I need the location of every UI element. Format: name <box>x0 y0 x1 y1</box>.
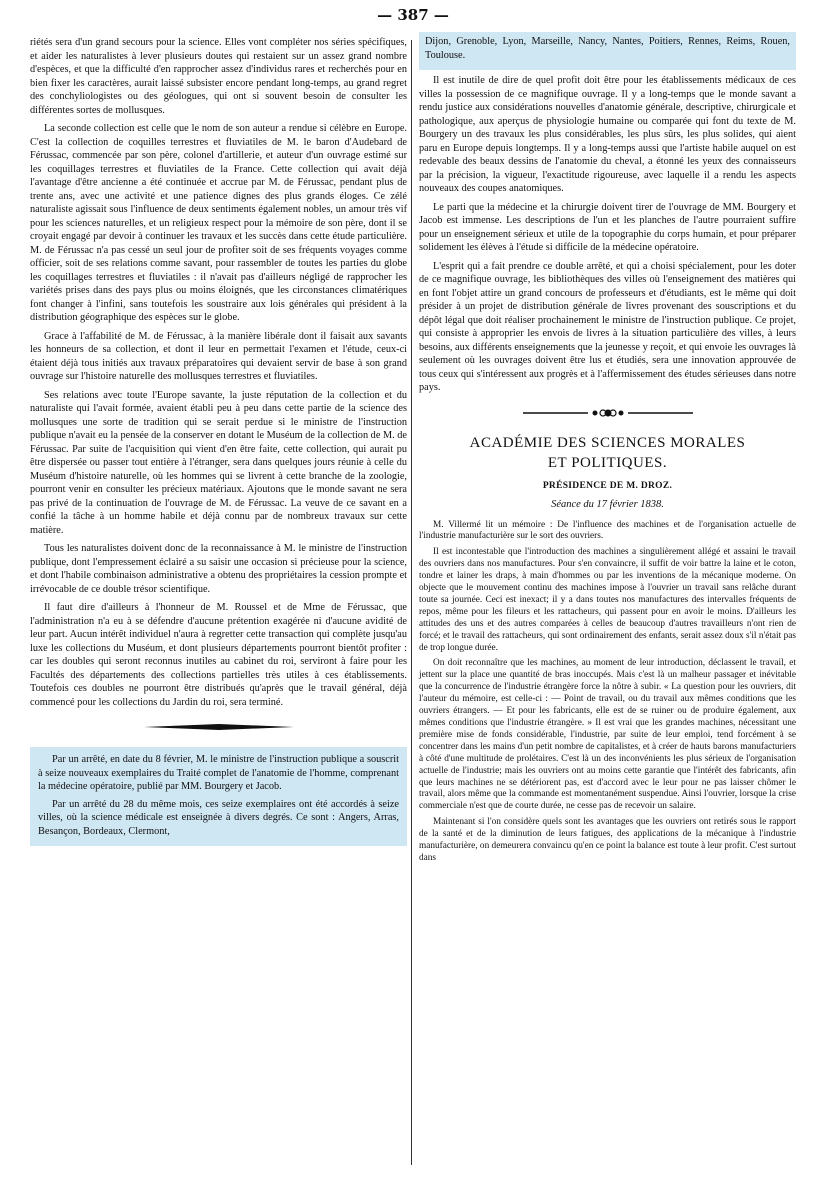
notice-paragraph: Par un arrêté du 28 du même mois, ces seize exemplaires ont été accordés à seize villes, où la science médicale est enseignée à divers degrés. Ce sont : Angers, Arras, Besançon, Bordeaux, Clermont, <box>38 798 399 837</box>
paragraph: riétés sera d'un grand secours pour la science. Elles vont compléter nos séries spécifiques, et aider les naturalistes à lever plusieurs doutes qui restaient sur un assez grand nombre d'espèces, et que la difficulté d'en rapprocher assez d'individus rares et recherchés pour en bien fixer les caractères, aurait laissé subsister encore pendant long-temps, au grand regret des conchyliologistes ou des géologues, qui ont si souvent besoin de consulter les différentes sortes de mollusques. <box>30 37 407 116</box>
highlighted-notice-continued <box>419 32 796 70</box>
column-divider <box>411 40 412 1165</box>
section-title <box>419 433 796 473</box>
session-report <box>419 520 796 865</box>
rule-ornament-icon <box>144 723 294 731</box>
paragraph: Le parti que la médecine et la chirurgie doivent tirer de l'ouvrage de MM. Bourgery et Jacob est immense. Les descriptions de l'un et les planches de l'autre pourraient suffire pour un enseignement sérieux et utile de la topographie du corps humain, et pour préparer solidement les élèves à l'étude si difficile de la médecine opératoire. <box>419 201 796 253</box>
ornament-divider-icon <box>523 406 693 420</box>
section-title-line: ET POLITIQUES. <box>547 454 668 471</box>
paragraph: Grace à l'affabilité de M. de Férussac, à la manière libérale dont il faisait aux savants les honneurs de sa collection, et dont il leur en permettait l'examen et l'étude, ceux-ci étaient déjà tous initiés aux travaux préparatoires qui devaient servir de base à son grand ouvrage sur l'histoire naturelle des mollusques terrestres et fluviatiles. <box>30 330 407 382</box>
paragraph: Il faut dire d'ailleurs à l'honneur de M. Roussel et de Mme de Férussac, que l'administration n'a eu à se défendre d'aucune prétention exagérée ni d'aucune avidité de leur part. Aucun intérêt individuel n'aura à regretter cette transaction qui complète jusqu'au luxe les collections du Muséum, et dont plusieurs départements pourront bientôt profiter : car les doubles qui seront reconnus inutiles au cabinet du roi, serviront à faire pour les Facultés des départements des collections partielles très utiles à ces établissements. Toutefois ces doubles ne pourront être distribués qu'après que le travail général, déjà commencé pour les collections du Jardin du roi, sera terminé. <box>30 602 407 708</box>
paragraph: On doit reconnaître que les machines, au moment de leur introduction, déclassent le travail, et jettent sur la place une quantité de bras inoccupés. Mais c'est là un malheur passager et inévitable que la concurrence de l'industrie étrangère force la nôtre à subir. « La question pour les ouvriers, dit l'auteur du mémoire, est celle-ci : — Point de travail, ou du travail aux mêmes conditions que les ouvriers étrangers. — Et pour les fabricants, elle est de se ruiner ou de produire également, aux mêmes conditions que l'industrie étrangère. » Il est vrai que les grandes machines, nécessitant une première mise de fonds considérable, l'industrie, par suite de leur emploi, tend forcément à se concentrer dans les mains d'un petit nombre de capitalistes, et à créer de hauts barons manufacturiers à côté d'une multitude de prolétaires. C'est là un des inconvénients les plus sérieux de l'organisation actuelle de l'industrie; mais les ouvriers ont au moins cette garantie que l'intérêt des fabricants, afin que leurs machines ne se détériorent pas, est d'accord avec le leur pour ne pas laisser chômer le travail, alors même que la commande est momentanément suspendue. Ainsi l'ouvrier, lorsque la crise commerciale n'est que de courte durée, ne cesse pas de recevoir un salaire. <box>419 658 796 812</box>
notice-paragraph: Par un arrêté, en date du 8 février, M. le ministre de l'instruction publique a souscrit à seize nouveaux exemplaires du Traité complet de l'anatomie de l'homme, comprenant la médecine opératoire, publié par MM. Bourgery et Jacob. <box>38 754 399 792</box>
presidence-line: PRÉSIDENCE DE M. DROZ. <box>542 480 673 491</box>
notice-paragraph: Dijon, Grenoble, Lyon, Marseille, Nancy, Nantes, Poitiers, Rennes, Reims, Rouen, Toulouse. <box>425 36 790 61</box>
left-column <box>30 36 407 850</box>
seance-date: Séance du 17 février 1838. <box>551 498 664 510</box>
paragraph: Il est inutile de dire de quel profit doit être pour les établissements médicaux de ces villes la possession de ce magnifique ouvrage. Il y a long-temps que le monde savant a rendu justice aux considérations nouvelles d'anatomie générale, descriptive, chirurgicale et pathologique, aux aperçus de physiologie humaine ou comparée qui font du texte de M. Bourgery un des travaux les plus considérables, les plus sûrs, les plus solides, qui aient paru en Europe depuis longtemps. Il y a long-temps aussi que l'artiste habile auquel on est redevable des beaux dessins de l'anatomie du cheval, a étonné les yeux des connaisseurs par la précision, la vigueur, l'exactitude rigoureuse, avec laquelle il a rendu les aspects nouveaux des coupes anatomiques. <box>419 75 796 194</box>
section-title-line: ACADÉMIE DES SCIENCES MORALES <box>469 434 746 451</box>
highlighted-notice <box>30 747 407 846</box>
paragraph: M. Villermé lit un mémoire : De l'influence des machines et de l'organisation actuelle de l'industrie manufacturière sur le sort des ouvriers. <box>419 519 796 542</box>
paragraph: L'esprit qui a fait prendre ce double arrêté, et qui a choisi spécialement, pour les doter de ce magnifique ouvrage, les bibliothèques des villes où l'enseignement des matières qui en font l'objet attire un grand concours de professeurs et d'étudiants, est le même qui doit présider à un projet de distribution générale de livres provenant des souscriptions et du dépôt légal que doit réaliser prochainement le ministre de l'instruction publique. Ce projet, qui consiste à approprier les envois de livres à la situation particulière des villes, à leurs besoins, aux différents enseignements que la jeunesse y reçoit, et qui envoie les ouvrages là seulement où les ouvrages doivent être lus et étudiés, sera une innovation approuvée de tous ceux qui s'intéressent aux progrès et à l'affermissement des études sérieuses dans notre pays. <box>419 260 796 393</box>
separator-rule <box>30 719 407 735</box>
section-ornament <box>419 405 796 421</box>
paragraph: Maintenant si l'on considère quels sont les avantages que les ouvriers ont retirés sous le rapport de la santé et de la diminution de leurs fatigues, des applications de la mécanique à l'industrie manufacturière, on demeurera convaincu qu'en ce point la balance est toute à leur profit. C'est surtout dans <box>419 817 796 863</box>
page-number: — 387 — <box>377 6 449 24</box>
paragraph: Il est incontestable que l'introduction des machines a singulièrement allégé et assaini le travail des ouvriers dans nos manufactures. Pour s'en convaincre, il suffit de voir battre la laine et le coton, tondre et lainer les draps, à main d'hommes ou par les inventions de la mécanique moderne. On objecte que le mouvement continu des machines impose à l'ouvrier un travail sans relâche durant toute sa journée. Ceci est inexact; il y a dans toutes nos manufactures des intervalles fréquents de repos, même pour les fileurs et les rattacheurs, qui passent pour en avoir le moins. D'ailleurs les attitudes des uns et des autres comparées à celles de beaucoup d'autres travailleurs n'ont rien de forcé; et le travail des rattacheurs, qui sont ordinairement des enfants, serait assez doux s'il n'était pas de trop longue durée. <box>419 547 796 653</box>
paragraph: Ses relations avec toute l'Europe savante, la juste réputation de la collection et du naturaliste qui l'avait formée, avaient établi peu à peu dans cette partie de la science des mollusques une sorte de tradition qui se serait perdue si le ministre de l'instruction publique n'avait eu la pensée de la conserver en dotant le Muséum de la collection de M. de Férussac. Par suite de l'acquisition qui vient d'en être faite, cette collection, qui aurait pu être dispersée ou passer tout entière à l'étranger, sera dans quelques jours réunie à celle du Muséum d'histoire naturelle, où les hommes qui se livrent à cette branche de la zoologie, pourront venir en consulter les précieux matériaux. Ajoutons que le monde savant ne sera pas privé de la continuation de l'ouvrage de M. de Férussac. La veuve de ce savant en a confié la tâche à un homme habile et déjà connu par de nombreux travaux sur cette matière. <box>30 389 407 536</box>
paragraph: La seconde collection est celle que le nom de son auteur a rendue si célèbre en Europe. C'est la collection de coquilles terrestres et fluviatiles de M. le baron d'Audebard de Férussac, commencée par son père, colonel d'artillerie, et auteur d'un ouvrage estimé sur les coquillages terrestres et fluviatiles de la France. Cette collection qui avait déjà l'avantage d'être ancienne a été continuée et accrue par M. de Férussac, pendant plus de trente ans, avec une activité et une patience dignes des plus grands éloges. Ce zélé naturaliste agissait sous l'influence de deux sentiments également nobles, un amour très vif pour les sciences naturelles, et un religieux respect pour la mémoire de son père, dont il se croyait engagé par devoir à continuer les travaux et les succès dans cette étude particulière. M. de Férussac n'a pas cessé un seul jour de profiter soit de ses fréquents voyages comme officier, soit de ses relations comme savant, pour rassembler de toutes les parties du globe les coquillages terrestres et fluviatiles : il n'avait pas d'ailleurs négligé de rapprocher les variétés prises dans des pays plus ou moins éloignés, que les circonstances climatériques font changer à l'infini, sans toutefois les soustraire aux lois générales qui président à la distribution géographique des espèces sur le globe. <box>30 123 407 323</box>
right-column <box>419 36 796 869</box>
paragraph: Tous les naturalistes doivent donc de la reconnaissance à M. le ministre de l'instruction publique, dont l'empressement éclairé a su saisir une occasion si précieuse pour la science, et dont l'habile combinaison administrative a obtenu des propriétaires la cession prompte et irrévocable de ce double trésor scientifique. <box>30 543 407 595</box>
